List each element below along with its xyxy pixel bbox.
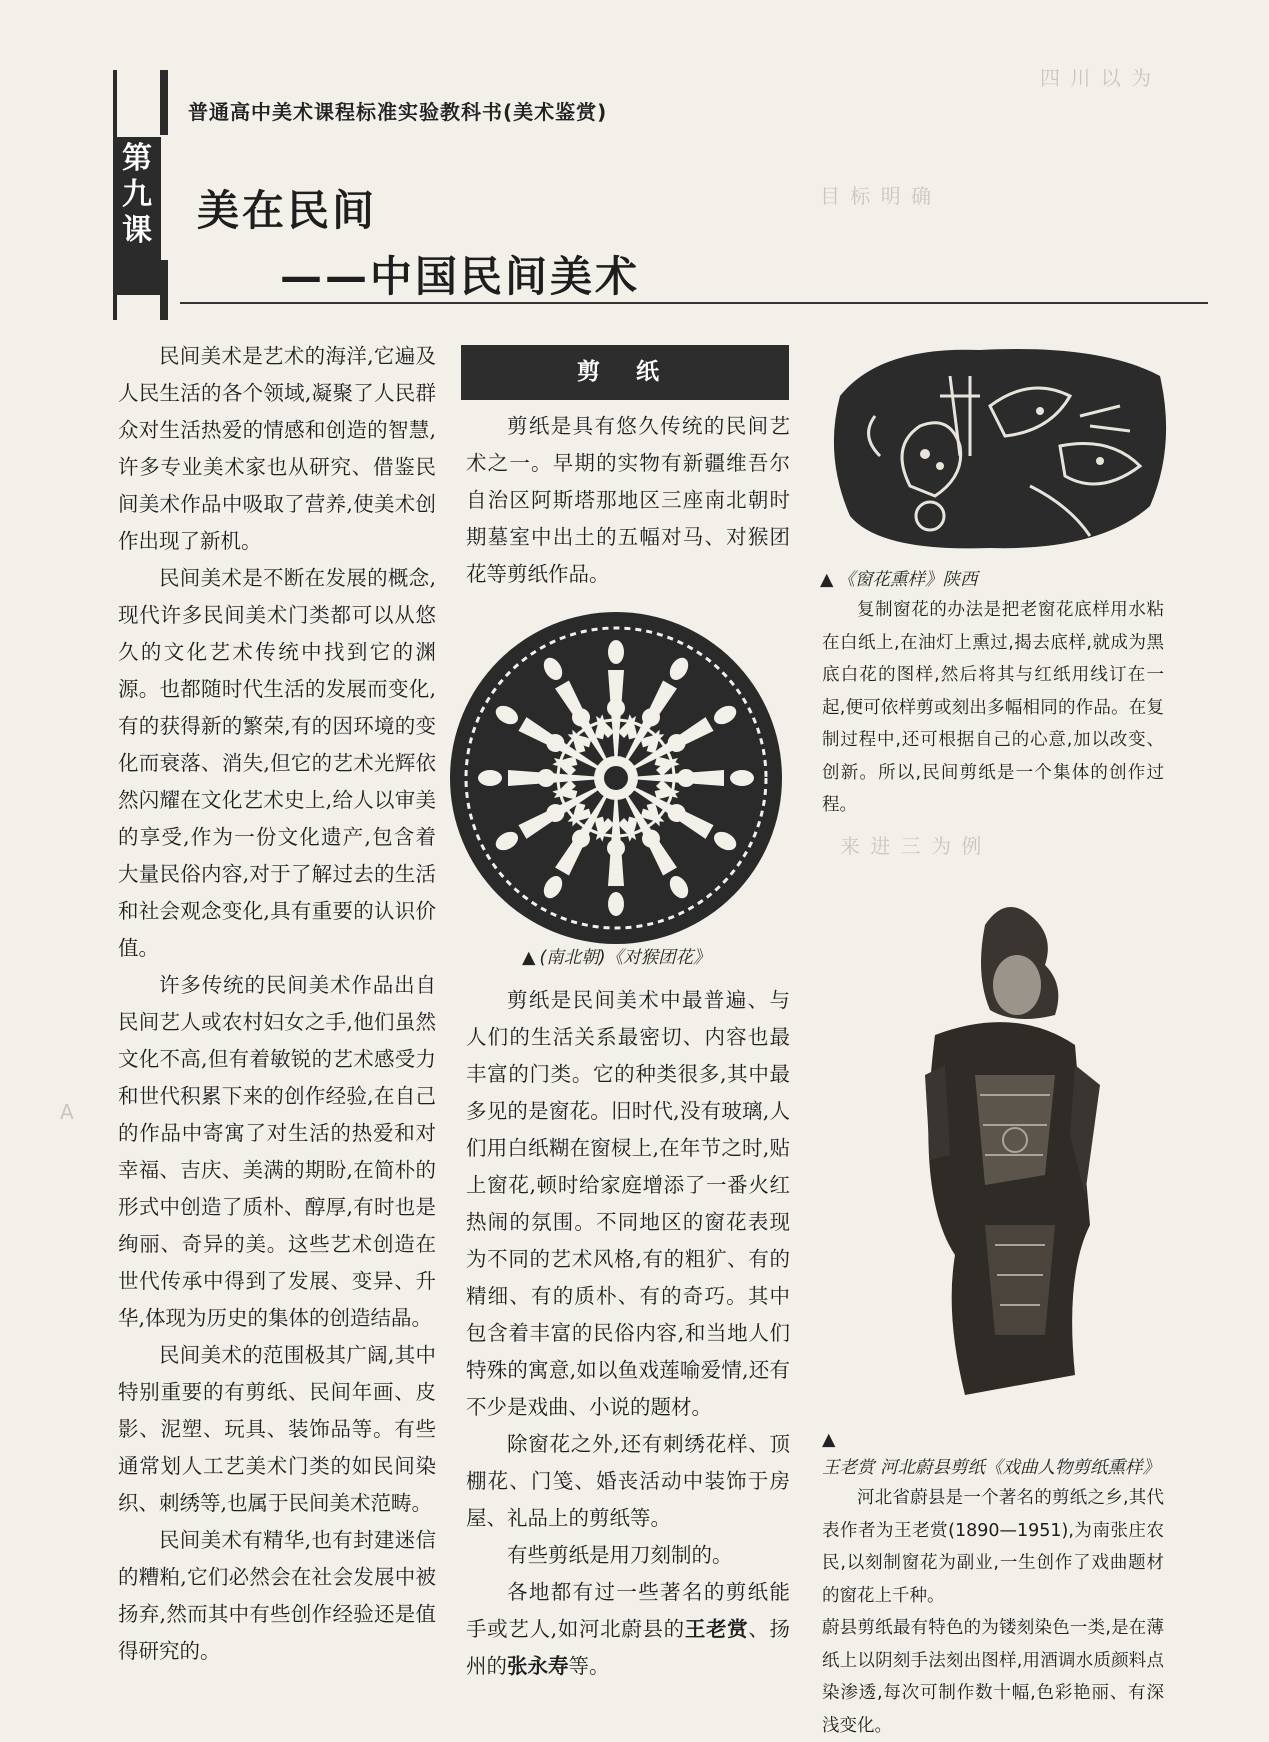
triangle-icon: ▲ xyxy=(820,570,834,590)
lesson-title: 美在民间 xyxy=(197,186,378,235)
round-papercut-image xyxy=(448,610,784,946)
figure-description: 河北省蔚县是一个著名的剪纸之乡,其代表作者为王老赏(1890—1951),为南张庄农民,以刻制窗花为副业,一生创作了戏曲题材的窗花上千种。 蔚县剪纸最有特色的为镂刻染色一类,是在薄纸上以阴刻手法刻出图样,用酒调水质颜料点染渗透,每次可制作数十幅,色彩艳丽、有深浅变化。 xyxy=(822,1488,1164,1736)
middle-column-body xyxy=(466,982,790,1685)
figure-caption: ▲王老赏 河北蔚县剪纸《戏曲人物剪纸熏样》 xyxy=(822,1426,1172,1482)
paragraph: 有些剪纸是用刀刻制的。 xyxy=(507,1543,733,1567)
bleed-through-text: 来 进 三 为 例 xyxy=(840,834,984,858)
bleed-through-text: 四 川 以 为 xyxy=(1040,66,1154,90)
paragraph: 各地都有过一些著名的剪纸能手或艺人,如河北蔚县的王老赏、扬州的张永寿等。 xyxy=(466,1580,790,1678)
paragraph: 许多传统的民间美术作品出自民间艺人或农村妇女之手,他们虽然文化不高,但有着敏锐的艺术感受力和世代积累下来的创作经验,在自己的作品中寄寓了对生活的热爱和对幸福、吉庆、美满的期盼,在简朴的形式中创造了质朴、醇厚,有时也是绚丽、奇异的美。这些艺术创造在世代传承中得到了发展、变异、升华,体现为历史的集体的创造结晶。 xyxy=(118,973,436,1330)
header-rule xyxy=(180,302,1208,304)
lesson-char: 九 xyxy=(122,177,152,212)
opera-figure-papercut-image xyxy=(905,895,1105,1415)
bleed-through-text: A xyxy=(60,1100,76,1124)
middle-column-intro xyxy=(466,408,790,593)
lesson-char: 课 xyxy=(122,213,152,248)
paragraph: 民间美术的范围极其广阔,其中特别重要的有剪纸、民间年画、皮影、泥塑、玩具、装饰品等。有些通常划人工艺美术门类的如民间染织、刺绣等,也属于民间美术范畴。 xyxy=(118,1343,436,1515)
lesson-subtitle: ——中国民间美术 xyxy=(280,252,641,301)
figure-caption: ▲ (南北朝)《对猴团花》 xyxy=(522,948,711,968)
lesson-char: 第 xyxy=(122,141,152,176)
paragraph: 剪纸是民间美术中最普遍、与人们的生活关系最密切、内容也最丰富的门类。它的种类很多,其中最多见的是窗花。旧时代,没有玻璃,人们用白纸糊在窗棂上,在年节之时,贴上窗花,顿时给家庭增添了一番火红热闹的氛围。不同地区的窗花表现为不同的艺术风格,有的粗犷、有的精细、有的质朴、有的奇巧。其中包含着丰富的民俗内容,和当地人们特殊的寓意,如以鱼戏莲喻爱情,还有不少是戏曲、小说的题材。 xyxy=(466,988,790,1419)
triangle-icon: ▲ xyxy=(522,948,536,968)
header-vertical-bar xyxy=(160,70,168,135)
figure-description: 复制窗花的办法是把老窗花底样用水粘在白纸上,在油灯上熏过,揭去底样,就成为黑底白花的图样,然后将其与红纸用线订在一起,便可依样剪或刻出多幅相同的作品。在复制过程中,还可根据自己的心意,加以改变、创新。所以,民间剪纸是一个集体的创作过程。 xyxy=(822,600,1164,815)
bleed-through-text: 目 标 明 确 xyxy=(820,184,934,208)
paragraph: 除窗花之外,还有刺绣花样、顶棚花、门笺、婚丧活动中装饰于房屋、礼品上的剪纸等。 xyxy=(466,1432,790,1530)
header-vertical-bar xyxy=(160,260,168,320)
lesson-number-box xyxy=(113,137,161,295)
paragraph: 剪纸是具有悠久传统的民间艺术之一。早期的实物有新疆维吾尔自治区阿斯塔那地区三座南北朝时期墓室中出土的五幅对马、对猴团花等剪纸作品。 xyxy=(466,414,790,586)
figure-caption: ▲ 《窗花熏样》陕西 xyxy=(820,570,978,590)
triangle-icon: ▲ xyxy=(822,1430,836,1450)
paragraph: 民间美术有精华,也有封建迷信的糟粕,它们必然会在社会发展中被扬弃,然而其中有些创作经验还是值得研究的。 xyxy=(118,1528,436,1663)
artist-name: 张永寿 xyxy=(507,1654,569,1678)
section-heading-papercut: 剪 纸 xyxy=(461,345,789,400)
window-flower-stencil-image xyxy=(820,336,1176,558)
left-column xyxy=(118,338,436,1670)
paragraph: 民间美术是艺术的海洋,它遍及人民生活的各个领域,凝聚了人民群众对生活热爱的情感和创造的智慧,许多专业美术家也从研究、借鉴民间美术作品中吸取了营养,使美术创作出现了新机。 xyxy=(118,344,436,553)
artist-name: 王老赏 xyxy=(684,1617,749,1641)
paragraph: 民间美术是不断在发展的概念,现代许多民间美术门类都可以从悠久的文化艺术传统中找到它的渊源。也都随时代生活的发展而变化,有的获得新的繁荣,有的因环境的变化而衰落、消失,但它的艺术光辉依然闪耀在文化艺术史上,给人以审美的享受,作为一份文化遗产,包含着大量民俗内容,对于了解过去的生活和社会观念变化,具有重要的认识价值。 xyxy=(118,566,436,960)
textbook-series-line: 普通高中美术课程标准实验教科书(美术鉴赏) xyxy=(188,100,608,124)
